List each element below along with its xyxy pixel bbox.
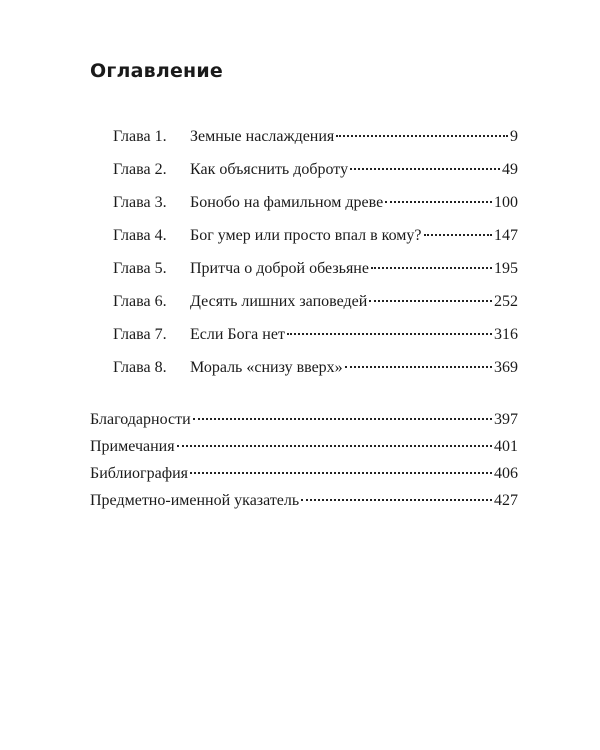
- toc-chapter-row[interactable]: [113, 127, 518, 147]
- dot-leader: [371, 266, 492, 269]
- chapter-number: Глава 3.: [113, 194, 167, 211]
- dot-leader: [287, 332, 492, 335]
- toc-chapter-row[interactable]: [113, 292, 518, 312]
- chapter-title: Как объяснить доброту: [190, 161, 349, 178]
- toc-chapter-row[interactable]: [113, 259, 518, 279]
- chapter-number: Глава 1.: [113, 128, 167, 145]
- chapter-title: Бог умер или просто впал в кому?: [190, 227, 422, 244]
- chapter-title: Если Бога нет: [190, 326, 285, 343]
- section-page-number: 406: [494, 465, 518, 482]
- chapter-page-number: 369: [494, 359, 518, 376]
- toc-back-matter-row[interactable]: [90, 410, 518, 430]
- section-page-number: 427: [494, 492, 518, 509]
- chapter-number: Глава 8.: [113, 359, 167, 376]
- chapter-page-number: 147: [494, 227, 518, 244]
- chapter-number: Глава 4.: [113, 227, 167, 244]
- chapter-number: Глава 6.: [113, 293, 167, 310]
- chapter-title: Десять лишних заповедей: [190, 293, 368, 310]
- toc-chapter-row[interactable]: [113, 358, 518, 378]
- toc-chapter-row[interactable]: [113, 193, 518, 213]
- chapter-title: Земные наслаждения: [190, 128, 335, 145]
- dot-leader: [385, 200, 492, 203]
- dot-leader: [424, 233, 493, 236]
- chapter-page-number: 316: [494, 326, 518, 343]
- toc-chapter-row[interactable]: [113, 325, 518, 345]
- section-page-number: 397: [494, 411, 518, 428]
- chapter-page-number: 49: [502, 161, 518, 178]
- chapter-title: Бонобо на фамильном древе: [190, 194, 384, 211]
- dot-leader: [177, 444, 492, 447]
- toc-chapter-row[interactable]: [113, 160, 518, 180]
- page-title: Оглавление: [90, 60, 223, 82]
- section-title: Предметно-именной указатель: [90, 492, 300, 509]
- section-page-number: 401: [494, 438, 518, 455]
- chapter-title: Притча о доброй обезьяне: [190, 260, 369, 277]
- chapter-page-number: 9: [510, 128, 518, 145]
- chapter-number: Глава 5.: [113, 260, 167, 277]
- dot-leader: [336, 134, 508, 137]
- chapter-page-number: 100: [494, 194, 518, 211]
- section-title: Библиография: [90, 465, 188, 482]
- chapter-number: Глава 7.: [113, 326, 167, 343]
- dot-leader: [369, 299, 492, 302]
- dot-leader: [193, 417, 492, 420]
- chapter-title: Мораль «снизу вверх»: [190, 359, 343, 376]
- chapter-page-number: 252: [494, 293, 518, 310]
- toc-back-matter-row[interactable]: [90, 464, 518, 484]
- dot-leader: [301, 498, 492, 501]
- section-title: Примечания: [90, 438, 175, 455]
- toc-back-matter-row[interactable]: [90, 491, 518, 511]
- toc-back-matter-row[interactable]: [90, 437, 518, 457]
- chapter-number: Глава 2.: [113, 161, 167, 178]
- section-title: Благодарности: [90, 411, 191, 428]
- dot-leader: [350, 167, 500, 170]
- chapter-page-number: 195: [494, 260, 518, 277]
- toc-chapter-row[interactable]: [113, 226, 518, 246]
- dot-leader: [345, 365, 492, 368]
- dot-leader: [190, 471, 492, 474]
